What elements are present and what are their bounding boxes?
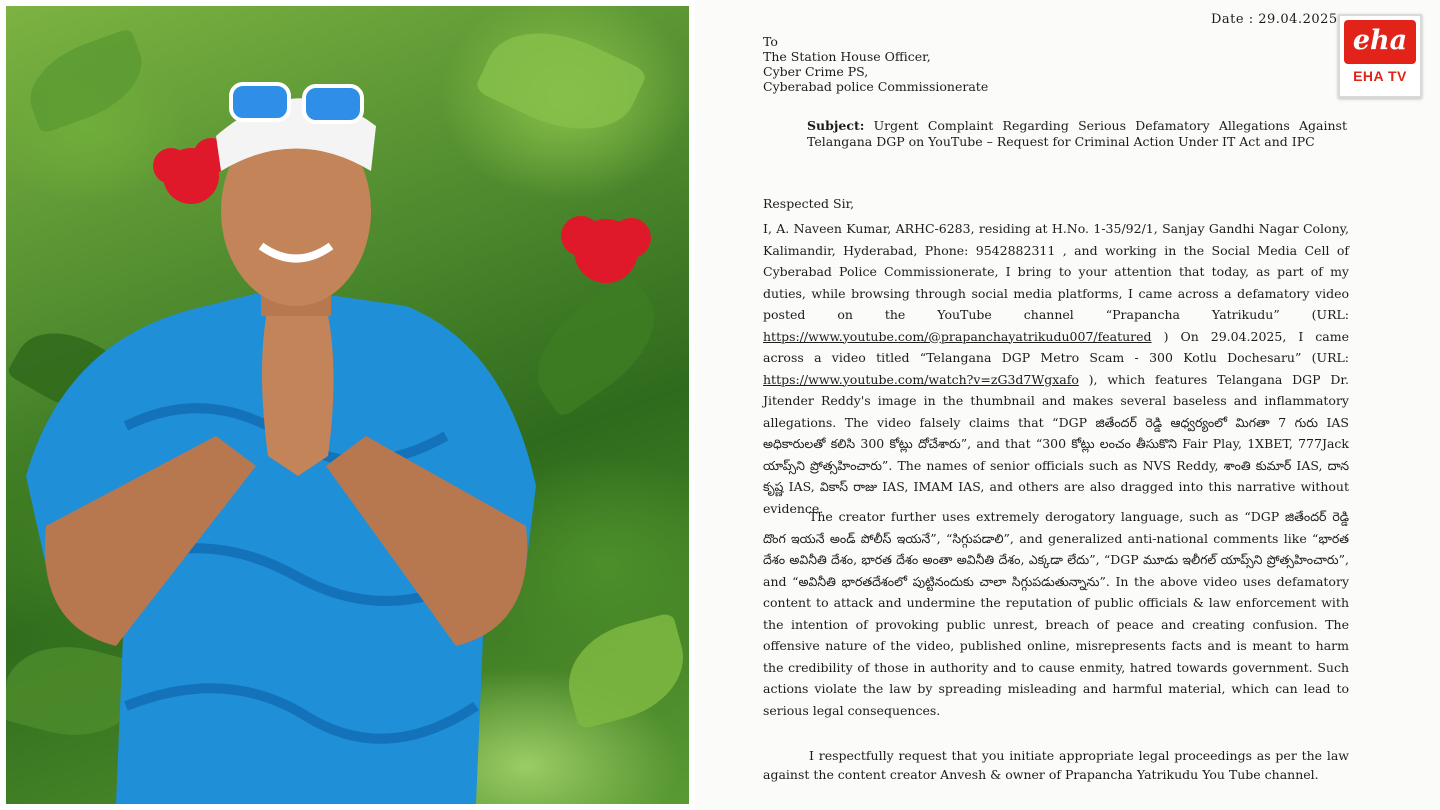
channel-url-link[interactable]: https://www.youtube.com/@prapanchayatrikudu007/featured <box>763 328 1152 344</box>
salutation: Respected Sir, <box>763 196 855 211</box>
logo-mark: eha <box>1344 20 1416 64</box>
paragraph-text: ) On 29.04.2025, I came across a video titled “Telangana DGP Metro Scam - 300 Kotlu Dochesaru” (URL: <box>763 328 1349 365</box>
person-figure <box>6 6 689 804</box>
address-line: Cyberabad police Commissionerate <box>763 79 989 94</box>
eha-tv-logo <box>1338 14 1422 98</box>
letter-date: Date : 29.04.2025 <box>1211 12 1338 27</box>
panel-divider <box>689 0 693 810</box>
paragraph-allegations: The creator further uses extremely derogatory language, such as “DGP జితేందర్ రెడ్డి దొంగ ఇయనే అండ్ పోలీస్ ఇయనే”, “సిగ్గుపడాలి”, and generalized anti-national comments like “భారత దేశం అవినీతి దేశం, భారత దేశం అంతా అవినీతి దేశం, ఎక్కడా లేదు”, “DGP మూడు ఇలీగల్ యాప్స్‌ని ప్రోత్సహించారు”, and “అవినీతి భారతదేశంలో పుట్టినందుకు చాలా సిగ్గుపడుతున్నాను”. In the above video uses defamatory content to attack and undermine the reputation of public officials & law enforcement with the intention of provoking public unrest, breach of peace and creating confusion. The offensive nature of the video, published online, misrepresents facts and is meant to harm the credibility of those in authority and to cause enmity, hatred towards government. Such actions violate the law by spreading misleading and harmful material, which can lead to serious legal consequences. <box>763 509 1349 718</box>
complaint-letter <box>695 0 1440 810</box>
address-line: To <box>763 34 778 49</box>
paragraph-text: ), which features Telangana DGP Dr. Jitender Reddy's image in the thumbnail and makes several baseless and inflammatory allegations. The video falsely claims that “DGP జితేందర్ రెడ్డి ఆధ్వర్యంలో మిగతా 7 గురు IAS అధికారులతో కలిసి 300 కోట్లు దోచేశారు”, and that “300 కోట్లు లంచం తీసుకొని Fair Play, 1XBET, 777Jack యాప్స్‌ని ప్రోత్సహించారు”. The names of senior officials such as NVS Reddy, శాంతి కుమార్ IAS, దాన కృష్ణ IAS, వికాస్ రాజు IAS, IMAM IAS, and others are also dragged into this narrative without evidence. <box>763 371 1349 516</box>
portrait-photo <box>6 6 689 804</box>
logo-name: EHA TV <box>1353 68 1407 84</box>
paragraph-text: I, A. Naveen Kumar, ARHC-6283, residing at H.No. 1-35/92/1, Sanjay Gandhi Nagar Colony, Kalimandir, Hyderabad, Phone: 9542882311 , and working in the Social Media Cell of Cyberabad Police Commissionerate, I bring to your attention that today, as part of my duties, while browsing through social media platforms, I came across a defamatory video posted on the YouTube channel “Prapancha Yatrikudu” (URL: <box>763 221 1349 322</box>
video-url-link[interactable]: https://www.youtube.com/watch?v=zG3d7Wgxafo <box>763 371 1079 387</box>
address-line: Cyber Crime PS, <box>763 64 869 79</box>
subject-label: Subject: <box>807 118 865 133</box>
letter-subject <box>807 118 1347 150</box>
paragraph-complainant <box>763 218 1349 519</box>
address-line: The Station House Officer, <box>763 49 931 64</box>
paragraph-request: I respectfully request that you initiate appropriate legal proceedings as per the law against the content creator Anvesh & owner of Prapancha Yatrikudu You Tube channel. <box>763 748 1349 782</box>
subject-text: Urgent Complaint Regarding Serious Defamatory Allegations Against Telangana DGP on YouTube – Request for Criminal Action Under IT Act and IPC <box>807 118 1347 149</box>
recipient-address <box>763 34 988 94</box>
